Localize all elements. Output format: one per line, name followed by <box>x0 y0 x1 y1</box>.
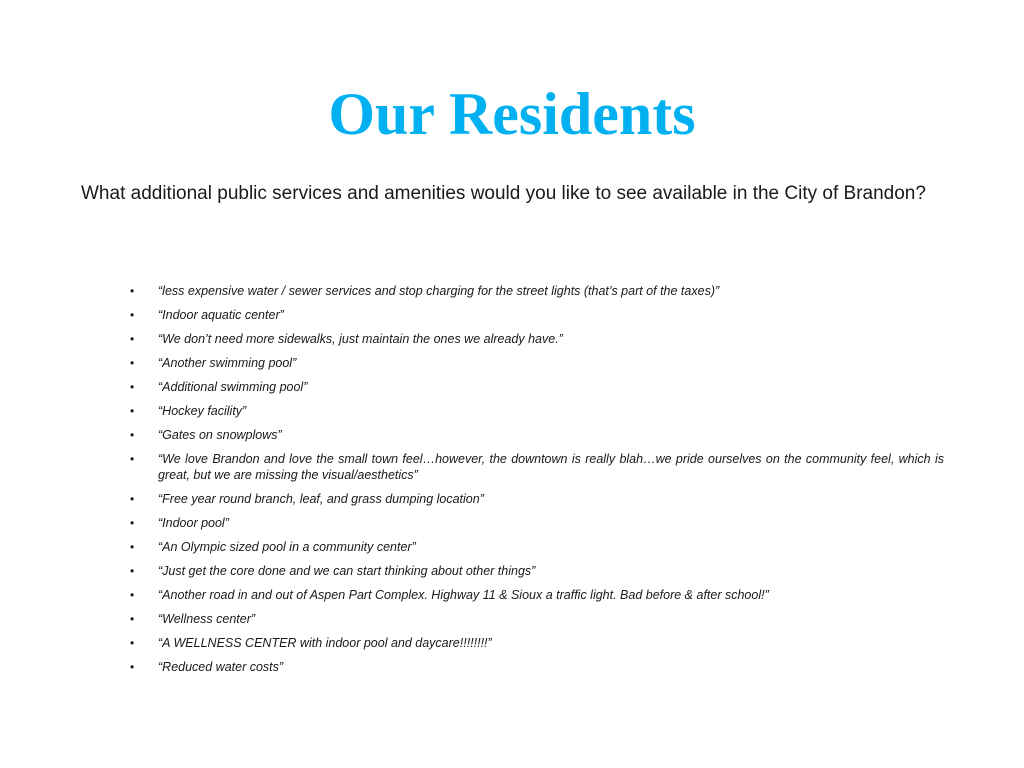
quote-text: “Additional swimming pool” <box>158 380 308 394</box>
bullet-icon: • <box>130 380 135 394</box>
quote-item <box>130 283 944 299</box>
quote-item <box>130 307 944 323</box>
bullet-icon: • <box>130 428 135 442</box>
slide-title: Our Residents <box>328 81 696 147</box>
bullet-icon: • <box>130 284 135 298</box>
bullet-icon: • <box>130 404 135 418</box>
quote-item <box>130 331 944 347</box>
quote-text: “Gates on snowplows” <box>158 428 282 442</box>
quote-text: “Wellness center” <box>158 612 256 626</box>
quote-text: “Another road in and out of Aspen Part Complex. Highway 11 & Sioux a traffic light. Bad before & after school!” <box>158 588 769 602</box>
bullet-icon: • <box>130 612 135 626</box>
quote-item <box>130 451 944 483</box>
quote-item <box>130 539 944 555</box>
quote-text: “An Olympic sized pool in a community center” <box>158 540 416 554</box>
bullet-icon: • <box>130 564 135 578</box>
bullet-icon: • <box>130 492 135 506</box>
quote-text: “Hockey facility” <box>158 404 247 418</box>
quote-item <box>130 587 944 603</box>
quote-text: “Indoor pool” <box>158 516 229 530</box>
bullet-icon: • <box>130 516 135 530</box>
quote-text: “A WELLNESS CENTER with indoor pool and daycare!!!!!!!!” <box>158 636 492 650</box>
quote-text: “We don’t need more sidewalks, just maintain the ones we already have.” <box>158 332 563 346</box>
bullet-icon: • <box>130 660 135 674</box>
quote-text: “We love Brandon and love the small town feel…however, the downtown is really blah…we pride ourselves on the community feel, which is great, but we are missing the visual/aesthetics” <box>158 452 944 482</box>
quote-item <box>130 659 944 675</box>
quote-text: “Reduced water costs” <box>158 660 284 674</box>
quote-item <box>130 611 944 627</box>
quote-text: “less expensive water / sewer services and stop charging for the street lights (that’s part of the taxes)” <box>158 284 720 298</box>
bullet-icon: • <box>130 356 135 370</box>
bullet-icon: • <box>130 452 135 466</box>
resident-quotes-list <box>130 283 944 683</box>
quote-item <box>130 403 944 419</box>
survey-question: What additional public services and amenities would you like to see available in the City of Brandon? <box>81 183 926 204</box>
quote-text: “Indoor aquatic center” <box>158 308 284 322</box>
quote-item <box>130 355 944 371</box>
bullet-icon: • <box>130 308 135 322</box>
quote-text: “Just get the core done and we can start thinking about other things” <box>158 564 536 578</box>
bullet-icon: • <box>130 636 135 650</box>
quote-item <box>130 379 944 395</box>
quote-item <box>130 491 944 507</box>
quote-item <box>130 515 944 531</box>
quote-text: “Another swimming pool” <box>158 356 297 370</box>
quote-text: “Free year round branch, leaf, and grass dumping location” <box>158 492 484 506</box>
bullet-icon: • <box>130 588 135 602</box>
quote-item <box>130 427 944 443</box>
quote-item <box>130 635 944 651</box>
quote-item <box>130 563 944 579</box>
bullet-icon: • <box>130 332 135 346</box>
bullet-icon: • <box>130 540 135 554</box>
